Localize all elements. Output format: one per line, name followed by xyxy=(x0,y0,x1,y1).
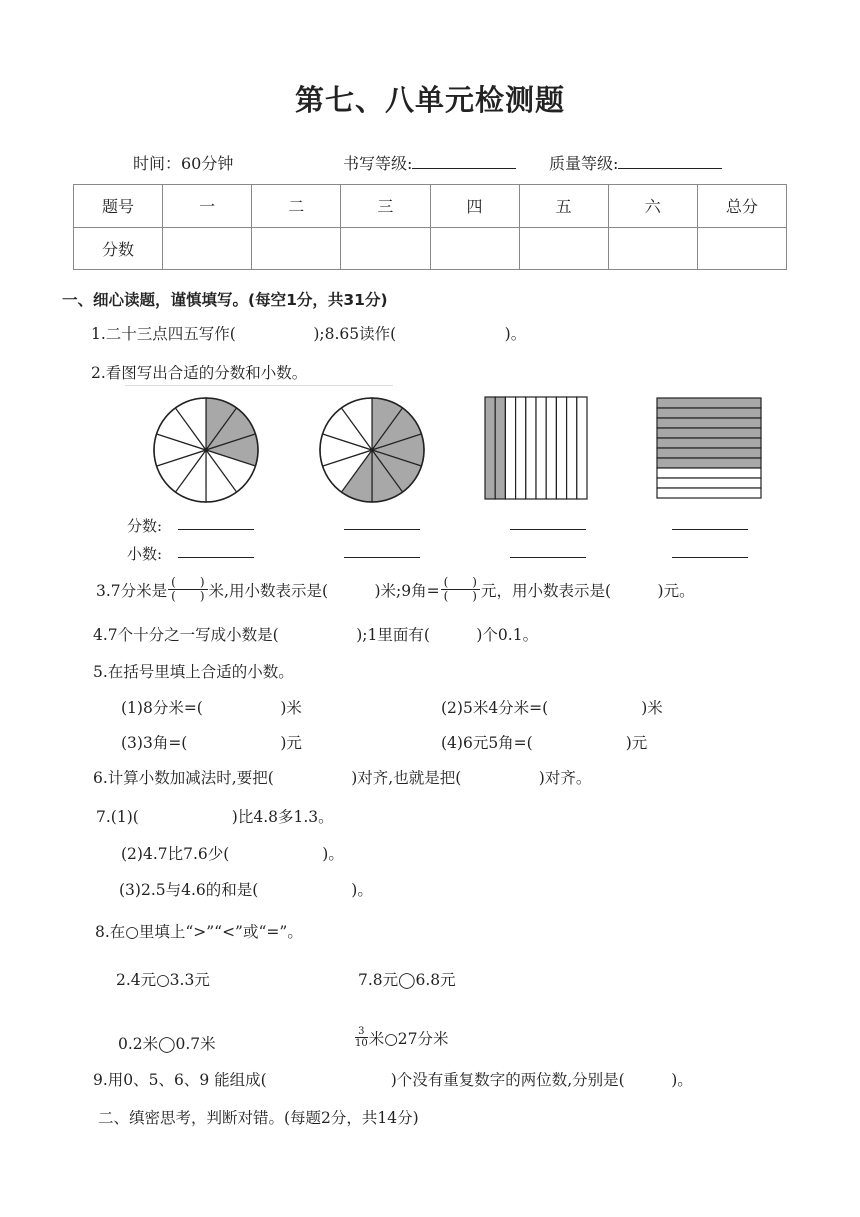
quality-grade-blank[interactable] xyxy=(618,154,722,169)
answer-blank[interactable] xyxy=(672,529,748,530)
question-9: 9.用0、5、6、9 能组成( )个没有重复数字的两位数,分别是( )。 xyxy=(93,1071,693,1089)
answer-blank[interactable] xyxy=(510,529,586,530)
q3-fraction-2 xyxy=(441,576,480,603)
question-8-c: 0.2米◯0.7米 xyxy=(118,1035,216,1053)
strip xyxy=(657,488,761,498)
question-7-2: (2)4.7比7.6少( )。 xyxy=(121,845,344,863)
strip xyxy=(495,397,505,499)
header-cell: 三 xyxy=(341,185,430,228)
score-table xyxy=(73,184,787,270)
question-2: 2.看图写出合适的分数和小数。 xyxy=(91,364,308,382)
question-8-d xyxy=(354,1026,448,1049)
answer-blank[interactable] xyxy=(344,529,420,530)
decimal-label: 小数: xyxy=(127,545,163,563)
question-5-1: (1)8分米=( )米 xyxy=(121,699,302,717)
question-5: 5.在括号里填上合适的小数。 xyxy=(93,663,294,681)
writing-grade-blank[interactable] xyxy=(412,154,516,169)
score-cell[interactable] xyxy=(697,227,786,270)
strip xyxy=(657,398,761,408)
header-cell: 题号 xyxy=(74,185,163,228)
score-cell[interactable] xyxy=(608,227,697,270)
question-6: 6.计算小数加减法时,要把( )对齐,也就是把( )对齐。 xyxy=(93,769,592,787)
answer-blank[interactable] xyxy=(178,557,254,558)
fraction-numerator: ( ) xyxy=(441,576,480,590)
question-4: 4.7个十分之一写成小数是( );1里面有( )个0.1。 xyxy=(93,626,539,644)
score-cell[interactable] xyxy=(252,227,341,270)
section-2-heading: 二、缜密思考，判断对错。(每题2分，共14分) xyxy=(98,1109,419,1127)
quality-grade xyxy=(549,151,722,174)
strip xyxy=(526,397,536,499)
q3-text-b: 米,用小数表示是( )米;9角= xyxy=(208,581,440,600)
section-1-heading: 一、细心读题，谨慎填写。(每空1分，共31分) xyxy=(62,291,388,309)
fraction-numerator: 3 xyxy=(355,1026,367,1038)
fraction-denominator: 10 xyxy=(355,1038,368,1049)
strip xyxy=(577,397,587,499)
answer-blank[interactable] xyxy=(178,529,254,530)
strip xyxy=(657,418,761,428)
header-cell: 六 xyxy=(608,185,697,228)
question-7-1: 7.(1)( )比4.8多1.3。 xyxy=(96,808,334,826)
strip xyxy=(657,458,761,468)
strip xyxy=(485,397,495,499)
fraction-numerator: ( ) xyxy=(168,576,207,590)
circle-fraction-figure-a xyxy=(150,394,262,506)
q3-fraction-1 xyxy=(168,576,207,603)
strip xyxy=(536,397,546,499)
page-title: 第七、八单元检测题 xyxy=(294,83,565,117)
question-5-2: (2)5米4分米=( )米 xyxy=(441,699,663,717)
fraction-denominator: ( ) xyxy=(171,589,205,603)
question-5-3: (3)3角=( )元 xyxy=(121,734,302,752)
score-cell[interactable] xyxy=(519,227,608,270)
strip xyxy=(657,428,761,438)
strip xyxy=(567,397,577,499)
score-cell[interactable] xyxy=(430,227,519,270)
header-cell: 五 xyxy=(519,185,608,228)
q8-fraction xyxy=(355,1026,368,1049)
answer-blank[interactable] xyxy=(344,557,420,558)
row-label-cell: 分数 xyxy=(74,227,163,270)
divider xyxy=(125,385,393,386)
header-cell: 二 xyxy=(252,185,341,228)
score-cell[interactable] xyxy=(341,227,430,270)
circle-fraction-figure-b xyxy=(316,394,428,506)
strip xyxy=(657,408,761,418)
question-8-a: 2.4元○3.3元 xyxy=(116,971,210,989)
answer-blank[interactable] xyxy=(672,557,748,558)
question-8: 8.在○里填上“>”“<”或“=”。 xyxy=(95,923,303,941)
strip xyxy=(556,397,566,499)
header-cell: 总分 xyxy=(697,185,786,228)
writing-grade-label: 书写等级: xyxy=(343,154,413,173)
strip xyxy=(657,438,761,448)
strip xyxy=(546,397,556,499)
answer-blank[interactable] xyxy=(510,557,586,558)
strip xyxy=(657,448,761,458)
question-5-4: (4)6元5角=( )元 xyxy=(441,734,648,752)
header-cell: 四 xyxy=(430,185,519,228)
question-7-3: (3)2.5与4.6的和是( )。 xyxy=(119,881,373,899)
question-3 xyxy=(96,576,695,603)
quality-grade-label: 质量等级: xyxy=(549,154,619,173)
fraction-denominator: ( ) xyxy=(443,589,477,603)
fraction-label: 分数: xyxy=(127,517,163,535)
strip xyxy=(516,397,526,499)
strip xyxy=(505,397,515,499)
q3-text-c: 元，用小数表示是( )元。 xyxy=(481,581,695,600)
writing-grade xyxy=(343,151,516,174)
question-8-b: 7.8元◯6.8元 xyxy=(358,971,456,989)
horizontal-strips-figure xyxy=(656,397,762,499)
score-cell[interactable] xyxy=(163,227,252,270)
q8-d-text: 米○27分米 xyxy=(368,1029,449,1048)
score-table-score-row xyxy=(74,227,787,270)
strip xyxy=(657,478,761,488)
q3-text-a: 3.7分米是 xyxy=(96,581,168,600)
exam-time: 时间：60分钟 xyxy=(133,154,234,173)
header-cell: 一 xyxy=(163,185,252,228)
vertical-strips-figure xyxy=(484,396,588,500)
question-1: 1.二十三点四五写作( );8.65读作( )。 xyxy=(91,325,527,343)
score-table-header-row xyxy=(74,185,787,228)
strip xyxy=(657,468,761,478)
